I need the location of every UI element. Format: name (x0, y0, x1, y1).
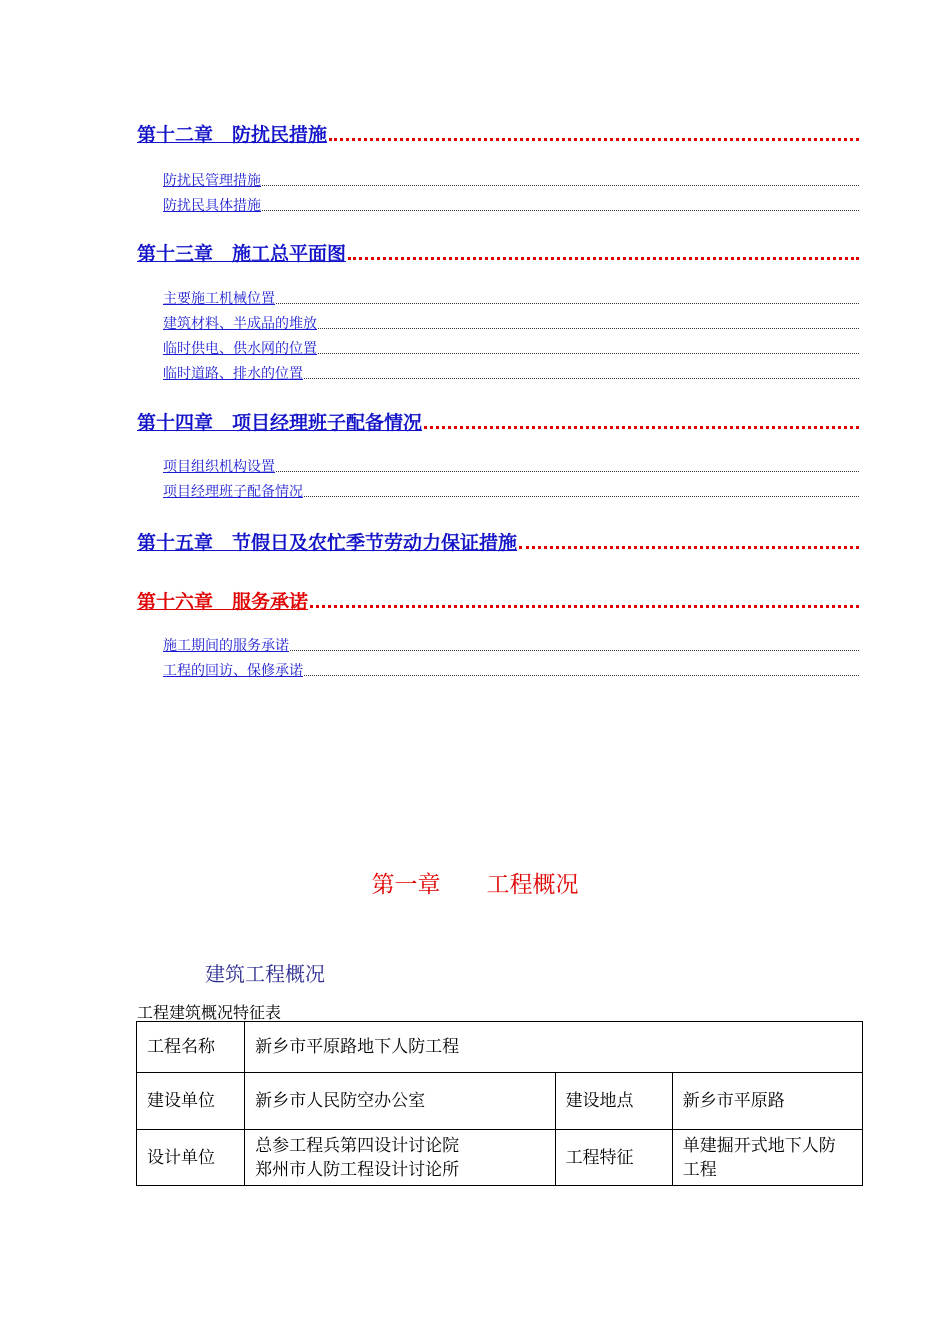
chapter-title: 第一章 工程概况 (371, 872, 579, 898)
table-row (137, 1130, 863, 1186)
toc-section[interactable] (155, 481, 859, 501)
toc-section-label: 项目组织机构设置 (163, 459, 275, 475)
toc-leader-dots (262, 185, 859, 186)
toc-chapter-12-label: 第十二章 防扰民措施 (137, 124, 328, 146)
toc-leader-dots (519, 546, 859, 549)
toc-leader-dots (329, 138, 859, 141)
toc-leader-dots (276, 471, 859, 472)
toc-leader-dots (304, 675, 859, 676)
toc-section[interactable] (155, 660, 859, 680)
table-row (137, 1022, 863, 1073)
toc-section-label: 临时道路、排水的位置 (163, 366, 303, 382)
toc-section[interactable] (155, 288, 859, 308)
toc-leader-dots (310, 605, 859, 608)
table-caption: 工程建筑概况特征表 (137, 1003, 282, 1022)
toc-chapter-16-label: 第十六章 服务承诺 (137, 591, 309, 613)
toc-chapter-14[interactable] (137, 406, 859, 434)
table-cell-line: 郑州市人防工程设计讨论所 (255, 1159, 460, 1180)
table-cell-line: 工程 (682, 1159, 717, 1180)
toc-leader-dots (304, 496, 859, 497)
toc-leader-dots (424, 426, 859, 429)
toc-leader-dots (318, 353, 859, 354)
toc-section-label: 建筑材料、半成品的堆放 (163, 316, 317, 332)
toc-section[interactable] (155, 170, 859, 190)
section-title: 建筑工程概况 (205, 962, 325, 986)
toc-leader-dots (318, 328, 859, 329)
toc-leader-dots (276, 303, 859, 304)
toc-leader-dots (262, 210, 859, 211)
table-cell-label: 建设地点 (555, 1073, 672, 1130)
toc-leader-dots (348, 257, 859, 260)
toc-section-label: 施工期间的服务承诺 (163, 638, 289, 654)
table-cell-value (245, 1130, 555, 1186)
toc-section-label: 项目经理班子配备情况 (163, 484, 303, 500)
toc-section[interactable] (155, 635, 859, 655)
toc-section-label: 防扰民管理措施 (163, 173, 261, 189)
table-cell-label: 工程名称 (137, 1022, 245, 1073)
toc-section-label: 工程的回访、保修承诺 (163, 663, 303, 679)
table-cell-value: 新乡市平原路 (672, 1073, 862, 1130)
toc-leader-dots (290, 650, 859, 651)
table-cell-value: 新乡市平原路地下人防工程 (245, 1022, 863, 1073)
table-cell-value (672, 1130, 862, 1186)
table-cell-line: 总参工程兵第四设计讨论院 (255, 1135, 460, 1156)
toc-chapter-16[interactable] (137, 585, 859, 613)
toc-chapter-13-label: 第十三章 施工总平面图 (137, 243, 347, 265)
toc-section-label: 主要施工机械位置 (163, 291, 275, 307)
toc-section[interactable] (155, 195, 859, 215)
toc-chapter-14-label: 第十四章 项目经理班子配备情况 (137, 412, 423, 434)
toc-section[interactable] (155, 313, 859, 333)
table-cell-label: 建设单位 (137, 1073, 245, 1130)
table-cell-label: 工程特征 (555, 1130, 672, 1186)
toc-chapter-12[interactable] (137, 118, 859, 146)
toc-section[interactable] (155, 338, 859, 358)
toc-section-label: 临时供电、供水网的位置 (163, 341, 317, 357)
table-cell-label: 设计单位 (137, 1130, 245, 1186)
toc-section-label: 防扰民具体措施 (163, 198, 261, 214)
toc-leader-dots (304, 378, 859, 379)
toc-section[interactable] (155, 363, 859, 383)
table-row (137, 1073, 863, 1130)
project-info-table (136, 1021, 863, 1186)
toc-chapter-15[interactable] (137, 526, 859, 554)
toc-chapter-13[interactable] (137, 237, 859, 265)
table-cell-value: 新乡市人民防空办公室 (245, 1073, 555, 1130)
toc-section[interactable] (155, 456, 859, 476)
table-cell-line: 单建掘开式地下人防 (682, 1135, 836, 1156)
toc-chapter-15-label: 第十五章 节假日及农忙季节劳动力保证措施 (137, 532, 518, 554)
